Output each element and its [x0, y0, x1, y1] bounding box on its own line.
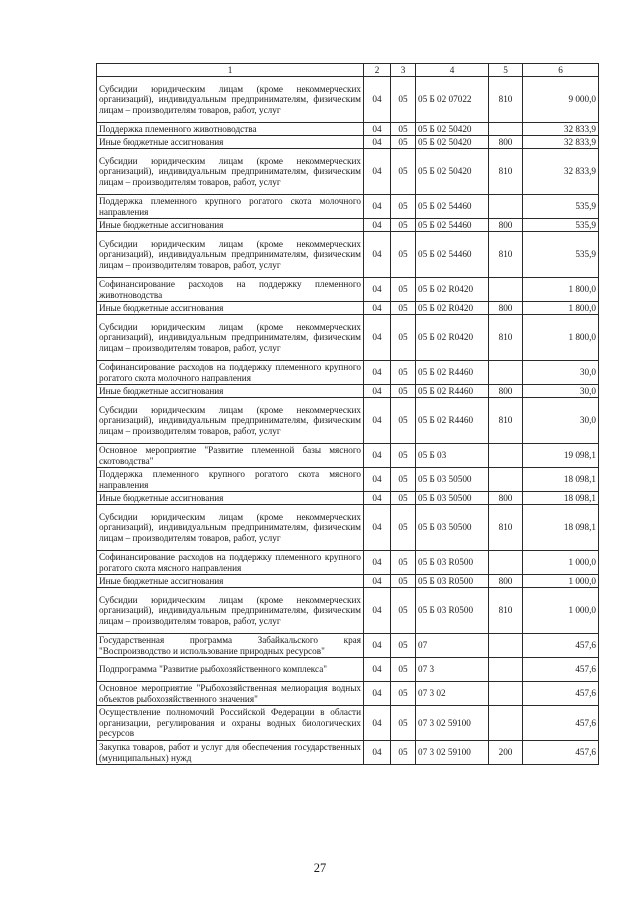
row-name: Софинансирование расходов на поддержку племенного животноводства [97, 278, 364, 302]
row-subsection: 05 [391, 219, 416, 232]
row-amount: 457,6 [523, 658, 599, 682]
row-amount: 32 833,9 [523, 136, 599, 149]
table-row [97, 505, 599, 551]
row-amount: 19 098,1 [523, 444, 599, 468]
row-name: Подпрограмма "Развитие рыбохозяйственного комплекса" [97, 658, 364, 682]
row-section: 04 [364, 385, 391, 398]
row-target-article: 05 Б 03 [416, 444, 489, 468]
row-section: 04 [364, 741, 391, 765]
row-expense-type [489, 123, 523, 136]
row-subsection: 05 [391, 575, 416, 588]
page-number: 27 [313, 861, 327, 875]
row-subsection: 05 [391, 468, 416, 492]
table-row [97, 149, 599, 195]
row-amount: 535,9 [523, 232, 599, 278]
column-header-subsection: 3 [391, 64, 416, 77]
row-target-article: 05 Б 02 07022 [416, 77, 489, 123]
row-target-article: 07 3 02 59100 [416, 741, 489, 765]
row-amount: 1 800,0 [523, 315, 599, 361]
row-expense-type [489, 444, 523, 468]
row-amount: 30,0 [523, 385, 599, 398]
row-section: 04 [364, 398, 391, 444]
row-section: 04 [364, 149, 391, 195]
row-section: 04 [364, 315, 391, 361]
row-target-article: 05 Б 03 50500 [416, 468, 489, 492]
table-row [97, 77, 599, 123]
row-section: 04 [364, 505, 391, 551]
row-subsection: 05 [391, 278, 416, 302]
column-header-section: 2 [364, 64, 391, 77]
row-subsection: 05 [391, 195, 416, 219]
row-expense-type: 810 [489, 505, 523, 551]
row-amount: 1 800,0 [523, 278, 599, 302]
row-subsection: 05 [391, 682, 416, 706]
table-row [97, 634, 599, 658]
row-section: 04 [364, 682, 391, 706]
row-amount: 1 000,0 [523, 575, 599, 588]
row-name: Закупка товаров, работ и услуг для обеспечения государственных (муниципальных) нужд [97, 741, 364, 765]
row-amount: 9 000,0 [523, 77, 599, 123]
row-name: Основное мероприятие "Развитие племенной базы мясного скотоводства" [97, 444, 364, 468]
row-target-article: 07 3 02 [416, 682, 489, 706]
table-row [97, 232, 599, 278]
row-section: 04 [364, 588, 391, 634]
row-expense-type: 800 [489, 219, 523, 232]
row-expense-type: 810 [489, 232, 523, 278]
table-row [97, 575, 599, 588]
row-target-article: 05 Б 02 54460 [416, 232, 489, 278]
row-expense-type [489, 634, 523, 658]
row-section: 04 [364, 136, 391, 149]
row-target-article: 05 Б 02 R0420 [416, 278, 489, 302]
column-header-expense-type: 5 [489, 64, 523, 77]
row-amount: 457,6 [523, 682, 599, 706]
table-row [97, 658, 599, 682]
row-expense-type: 810 [489, 588, 523, 634]
row-subsection: 05 [391, 315, 416, 361]
table-row [97, 278, 599, 302]
document-page [96, 63, 598, 765]
row-expense-type [489, 682, 523, 706]
row-subsection: 05 [391, 398, 416, 444]
row-name: Иные бюджетные ассигнования [97, 219, 364, 232]
row-name: Субсидии юридическим лицам (кроме некоммерческих организаций), индивидуальным предпринимателям, физическим лицам – производителям товаров, работ, услуг [97, 232, 364, 278]
row-expense-type: 810 [489, 315, 523, 361]
row-expense-type [489, 278, 523, 302]
row-amount: 32 833,9 [523, 149, 599, 195]
row-expense-type: 810 [489, 398, 523, 444]
row-section: 04 [364, 658, 391, 682]
table-header-row [97, 64, 599, 77]
row-name: Иные бюджетные ассигнования [97, 492, 364, 505]
row-expense-type: 800 [489, 136, 523, 149]
row-name: Субсидии юридическим лицам (кроме некоммерческих организаций), индивидуальным предпринимателям, физическим лицам – производителям товаров, работ, услуг [97, 315, 364, 361]
row-subsection: 05 [391, 658, 416, 682]
row-section: 04 [364, 444, 391, 468]
row-expense-type: 200 [489, 741, 523, 765]
row-amount: 30,0 [523, 361, 599, 385]
row-amount: 457,6 [523, 706, 599, 741]
table-row [97, 492, 599, 505]
row-section: 04 [364, 195, 391, 219]
row-expense-type: 810 [489, 77, 523, 123]
row-target-article: 05 Б 02 R4460 [416, 385, 489, 398]
table-row [97, 195, 599, 219]
row-amount: 18 098,1 [523, 492, 599, 505]
row-subsection: 05 [391, 551, 416, 575]
row-subsection: 05 [391, 123, 416, 136]
row-target-article: 05 Б 03 R0500 [416, 575, 489, 588]
table-row [97, 706, 599, 741]
row-expense-type [489, 551, 523, 575]
row-name: Поддержка племенного крупного рогатого скота молочного направления [97, 195, 364, 219]
row-target-article: 05 Б 02 R0420 [416, 315, 489, 361]
row-subsection: 05 [391, 149, 416, 195]
row-amount: 1 800,0 [523, 302, 599, 315]
row-section: 04 [364, 575, 391, 588]
row-subsection: 05 [391, 706, 416, 741]
row-name: Софинансирование расходов на поддержку племенного крупного рогатого скота молочного направления [97, 361, 364, 385]
row-subsection: 05 [391, 492, 416, 505]
row-subsection: 05 [391, 634, 416, 658]
row-expense-type: 810 [489, 149, 523, 195]
row-target-article: 05 Б 02 R4460 [416, 398, 489, 444]
row-expense-type [489, 658, 523, 682]
row-expense-type [489, 468, 523, 492]
row-subsection: 05 [391, 444, 416, 468]
row-amount: 457,6 [523, 634, 599, 658]
row-name: Субсидии юридическим лицам (кроме некоммерческих организаций), индивидуальным предпринимателям, физическим лицам – производителям товаров, работ, услуг [97, 77, 364, 123]
row-target-article: 05 Б 03 R0500 [416, 551, 489, 575]
row-amount: 535,9 [523, 195, 599, 219]
row-section: 04 [364, 302, 391, 315]
row-amount: 18 098,1 [523, 505, 599, 551]
row-expense-type [489, 706, 523, 741]
row-target-article: 05 Б 02 R4460 [416, 361, 489, 385]
table-row [97, 361, 599, 385]
table-row [97, 588, 599, 634]
row-name: Иные бюджетные ассигнования [97, 575, 364, 588]
row-section: 04 [364, 361, 391, 385]
row-section: 04 [364, 219, 391, 232]
row-amount: 457,6 [523, 741, 599, 765]
row-expense-type: 800 [489, 575, 523, 588]
row-subsection: 05 [391, 741, 416, 765]
row-target-article: 05 Б 02 50420 [416, 149, 489, 195]
table-row [97, 136, 599, 149]
row-name: Иные бюджетные ассигнования [97, 302, 364, 315]
row-section: 04 [364, 278, 391, 302]
table-row [97, 741, 599, 765]
row-subsection: 05 [391, 505, 416, 551]
table-row [97, 551, 599, 575]
row-name: Субсидии юридическим лицам (кроме некоммерческих организаций), индивидуальным предпринимателям, физическим лицам – производителям товаров, работ, услуг [97, 505, 364, 551]
row-target-article: 05 Б 02 54460 [416, 195, 489, 219]
row-subsection: 05 [391, 588, 416, 634]
row-target-article: 05 Б 02 50420 [416, 136, 489, 149]
row-subsection: 05 [391, 385, 416, 398]
row-section: 04 [364, 706, 391, 741]
row-name: Иные бюджетные ассигнования [97, 385, 364, 398]
row-name: Осуществление полномочий Российской Федерации в области организации, регулирования и охраны водных биологических ресурсов [97, 706, 364, 741]
row-target-article: 05 Б 02 R0420 [416, 302, 489, 315]
column-header-amount: 6 [523, 64, 599, 77]
row-target-article: 07 3 02 59100 [416, 706, 489, 741]
row-section: 04 [364, 468, 391, 492]
row-target-article: 07 3 [416, 658, 489, 682]
row-amount: 1 000,0 [523, 588, 599, 634]
row-target-article: 05 Б 03 R0500 [416, 588, 489, 634]
row-name: Софинансирование расходов на поддержку племенного крупного рогатого скота мясного направления [97, 551, 364, 575]
table-row [97, 123, 599, 136]
table-row [97, 385, 599, 398]
row-target-article: 05 Б 03 50500 [416, 492, 489, 505]
table-row [97, 302, 599, 315]
row-name: Иные бюджетные ассигнования [97, 136, 364, 149]
table-row [97, 315, 599, 361]
row-target-article: 05 Б 02 50420 [416, 123, 489, 136]
row-target-article: 05 Б 02 54460 [416, 219, 489, 232]
table-row [97, 682, 599, 706]
row-name: Субсидии юридическим лицам (кроме некоммерческих организаций), индивидуальным предпринимателям, физическим лицам – производителям товаров, работ, услуг [97, 398, 364, 444]
table-row [97, 444, 599, 468]
row-name: Поддержка племенного крупного рогатого скота мясного направления [97, 468, 364, 492]
row-amount: 1 000,0 [523, 551, 599, 575]
column-header-target-article: 4 [416, 64, 489, 77]
table-row [97, 468, 599, 492]
table-body [97, 77, 599, 765]
row-section: 04 [364, 551, 391, 575]
column-header-name: 1 [97, 64, 364, 77]
row-name: Поддержка племенного животноводства [97, 123, 364, 136]
row-name: Субсидии юридическим лицам (кроме некоммерческих организаций), индивидуальным предпринимателям, физическим лицам – производителям товаров, работ, услуг [97, 588, 364, 634]
row-target-article: 05 Б 03 50500 [416, 505, 489, 551]
row-expense-type: 800 [489, 302, 523, 315]
row-amount: 32 833,9 [523, 123, 599, 136]
budget-table [96, 63, 599, 765]
row-section: 04 [364, 232, 391, 278]
row-expense-type [489, 195, 523, 219]
row-name: Основное мероприятие "Рыбохозяйственная мелиорация водных объектов рыбохозяйственного значения" [97, 682, 364, 706]
table-row [97, 219, 599, 232]
row-subsection: 05 [391, 232, 416, 278]
row-subsection: 05 [391, 136, 416, 149]
row-section: 04 [364, 77, 391, 123]
table-row [97, 398, 599, 444]
row-expense-type: 800 [489, 385, 523, 398]
row-subsection: 05 [391, 77, 416, 123]
row-subsection: 05 [391, 302, 416, 315]
row-section: 04 [364, 492, 391, 505]
row-amount: 30,0 [523, 398, 599, 444]
row-expense-type [489, 361, 523, 385]
row-section: 04 [364, 123, 391, 136]
row-subsection: 05 [391, 361, 416, 385]
row-section: 04 [364, 634, 391, 658]
row-amount: 535,9 [523, 219, 599, 232]
row-expense-type: 800 [489, 492, 523, 505]
row-name: Субсидии юридическим лицам (кроме некоммерческих организаций), индивидуальным предпринимателям, физическим лицам – производителям товаров, работ, услуг [97, 149, 364, 195]
row-name: Государственная программа Забайкальского края "Воспроизводство и использование природных ресурсов" [97, 634, 364, 658]
row-target-article: 07 [416, 634, 489, 658]
row-amount: 18 098,1 [523, 468, 599, 492]
